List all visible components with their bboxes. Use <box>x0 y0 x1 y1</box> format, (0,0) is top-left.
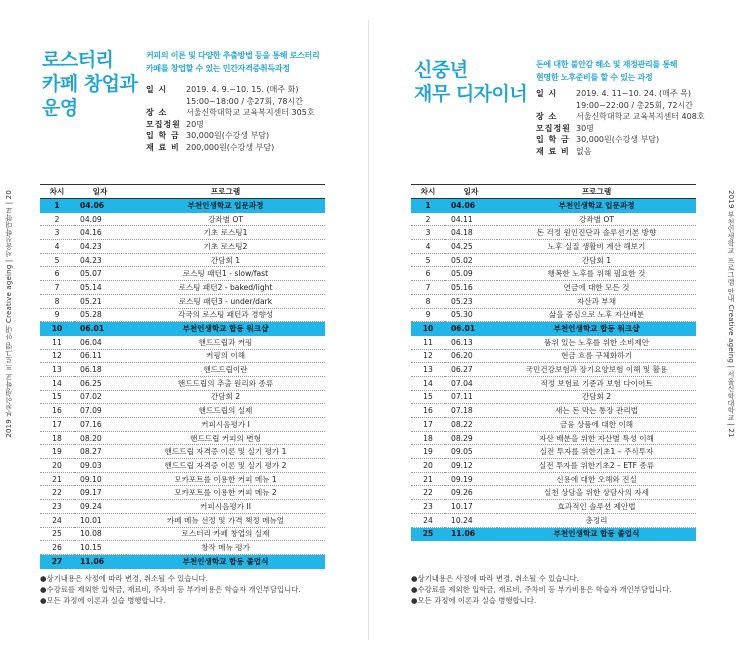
session-program: 자산 배분을 위한 자산별 특성 이해 <box>497 431 696 445</box>
course-info <box>536 88 705 157</box>
note-item: ●수강료를 제외한 입학금, 재료비, 주차비 등 부가비용은 학습자 개인부담입니다. <box>40 585 301 594</box>
info-value: 30,000원(수강생 부담) <box>576 135 660 144</box>
schedule-row <box>411 431 696 445</box>
schedule-row <box>411 363 696 377</box>
session-program: 간담회 2 <box>126 390 325 404</box>
session-number: 11 <box>40 335 74 349</box>
session-program: 커피시음평가 I <box>126 418 325 432</box>
session-program: 부천인생학교 합동 워크샵 <box>497 322 696 336</box>
header-date: 일자 <box>74 185 126 199</box>
session-program: 로스팅 패턴1 - slow/fast <box>126 267 325 281</box>
session-program: 금융 상품에 대한 이해 <box>497 418 696 432</box>
session-date: 04.06 <box>445 199 497 213</box>
session-program: 핸드드립 커피의 변형 <box>126 431 325 445</box>
session-number: 3 <box>411 226 445 240</box>
schedule-row <box>40 486 325 500</box>
note-item: ●상기내용은 사정에 따라 변경, 취소될 수 있습니다. <box>40 574 209 583</box>
session-program: 실전 투자를 위한기초2 – ETF 종류 <box>497 459 696 473</box>
session-program: 모카포트를 이용한 커피 메뉴 2 <box>126 486 325 500</box>
session-number: 14 <box>40 376 74 390</box>
session-program: 자산과 부채 <box>497 294 696 308</box>
schedule-row <box>411 418 696 432</box>
session-number: 9 <box>411 308 445 322</box>
session-date: 09.05 <box>445 445 497 459</box>
info-value: 30,000원(수강생 부담) <box>186 131 270 140</box>
session-number: 5 <box>411 253 445 267</box>
session-program: 실천 상담을 위한 상담사의 자세 <box>497 486 696 500</box>
session-date: 09.12 <box>445 459 497 473</box>
schedule-row <box>411 226 696 240</box>
info-row <box>536 134 705 146</box>
session-program: 간담회 2 <box>497 390 696 404</box>
info-label: 장 소 <box>536 112 558 121</box>
session-program: 핸드드립의 실제 <box>126 404 325 418</box>
session-number: 21 <box>411 472 445 486</box>
session-date: 04.18 <box>445 226 497 240</box>
session-date: 04.25 <box>445 240 497 254</box>
notes <box>40 573 301 606</box>
header-session: 차시 <box>411 185 445 199</box>
session-number: 27 <box>40 554 74 568</box>
session-date: 10.15 <box>74 541 126 555</box>
session-program: 돈 걱정 원인진단과 솔루션기본 방향 <box>497 226 696 240</box>
session-program: 현금 흐름 구체화하기 <box>497 349 696 363</box>
info-label: 모집정원 <box>536 123 571 133</box>
session-program: 강좌별 OT <box>126 212 325 226</box>
session-program: 행복한 노후를 위해 필요한 것 <box>497 267 696 281</box>
session-date: 07.16 <box>74 418 126 432</box>
schedule-row <box>411 390 696 404</box>
schedule-row <box>40 527 325 541</box>
session-program: 총정리 <box>497 513 696 527</box>
course-title: 로스터리 카페 창업과 운영 <box>42 49 138 119</box>
schedule-row <box>411 500 696 514</box>
course-tagline: 커피의 이론 및 다양한 추출방법 등을 통해 로스터리 카페를 창업할 수 있는 민간자격증취득과정 <box>146 51 320 73</box>
session-number: 9 <box>40 308 74 322</box>
session-number: 17 <box>40 418 74 432</box>
schedule-row-highlight <box>40 322 325 336</box>
info-value: 2019. 4. 9.~10. 15. (매주 화) 15:00~18:00 / 총27회, 78시간 <box>186 85 303 106</box>
session-date: 06.25 <box>74 376 126 390</box>
schedule-row <box>411 472 696 486</box>
session-program: 적정 보험료 기준과 보험 다이어트 <box>497 376 696 390</box>
session-number: 16 <box>40 404 74 418</box>
schedule-row <box>40 472 325 486</box>
info-label: 일 시 <box>536 89 558 98</box>
schedule-row <box>40 500 325 514</box>
schedule-row <box>411 486 696 500</box>
schedule-row <box>411 445 696 459</box>
session-number: 13 <box>411 363 445 377</box>
schedule-table <box>40 184 325 569</box>
course-info <box>146 84 315 153</box>
session-number: 22 <box>411 486 445 500</box>
session-number: 1 <box>411 199 445 213</box>
session-program: 핸드드립이란 <box>126 363 325 377</box>
session-number: 12 <box>40 349 74 363</box>
session-date: 07.18 <box>445 404 497 418</box>
schedule-row <box>40 294 325 308</box>
note-item: ●상기내용은 사정에 따라 변경, 취소될 수 있습니다. <box>411 574 580 583</box>
schedule-row <box>40 226 325 240</box>
session-number: 2 <box>411 212 445 226</box>
session-date: 10.01 <box>74 513 126 527</box>
info-value: 30명 <box>576 123 594 133</box>
info-row <box>536 123 705 135</box>
schedule-row <box>411 267 696 281</box>
session-date: 05.30 <box>445 308 497 322</box>
session-program: 핸드드립과 커핑 <box>126 335 325 349</box>
session-date: 05.07 <box>74 267 126 281</box>
schedule-row <box>411 240 696 254</box>
info-row <box>536 146 705 158</box>
info-value: 서울신학대학교 교육복지센터 305호 <box>186 108 315 117</box>
session-date: 05.09 <box>445 267 497 281</box>
session-date: 09.24 <box>74 500 126 514</box>
session-program: 부천인생학교 합동 졸업식 <box>497 527 696 541</box>
session-date: 06.01 <box>74 322 126 336</box>
schedule-header-row <box>411 185 696 199</box>
session-program: 간담회 1 <box>497 253 696 267</box>
session-program: 신용에 대한 오해와 진실 <box>497 472 696 486</box>
session-date: 09.10 <box>74 472 126 486</box>
info-value: 서울신학대학교 교육복지센터 408호 <box>576 112 705 121</box>
schedule-row-highlight <box>411 199 696 213</box>
session-program: 기초 로스팅1 <box>126 226 325 240</box>
schedule-row <box>40 418 325 432</box>
session-date: 09.17 <box>74 486 126 500</box>
schedule-row <box>40 445 325 459</box>
schedule-header-row <box>40 185 325 199</box>
right-page <box>369 0 738 652</box>
schedule-row-highlight <box>40 199 325 213</box>
schedule-row <box>411 349 696 363</box>
session-program: 새는 돈 막는 통장 관리법 <box>497 404 696 418</box>
session-number: 10 <box>40 322 74 336</box>
schedule-row <box>40 212 325 226</box>
session-date: 05.28 <box>74 308 126 322</box>
schedule-row <box>411 376 696 390</box>
header-session: 차시 <box>40 185 74 199</box>
info-row <box>536 88 705 111</box>
session-date: 07.04 <box>445 376 497 390</box>
note-item: ●모든 과정에 이론과 실습 병행합니다. <box>411 596 537 605</box>
session-number: 10 <box>411 322 445 336</box>
header-date: 일자 <box>445 185 497 199</box>
schedule-row <box>411 253 696 267</box>
session-program: 부천인생학교 입문과정 <box>497 199 696 213</box>
session-date: 08.29 <box>445 431 497 445</box>
schedule-row <box>40 349 325 363</box>
session-date: 05.14 <box>74 281 126 295</box>
session-number: 15 <box>40 390 74 404</box>
session-program: 부천인생학교 입문과정 <box>126 199 325 213</box>
schedule-row <box>40 513 325 527</box>
session-number: 19 <box>411 445 445 459</box>
info-row <box>146 130 315 142</box>
session-number: 22 <box>40 486 74 500</box>
info-label: 재 료 비 <box>146 142 180 152</box>
schedule-row <box>40 390 325 404</box>
session-number: 18 <box>411 431 445 445</box>
info-label: 일 시 <box>146 85 168 94</box>
schedule-row <box>40 363 325 377</box>
session-date: 04.06 <box>74 199 126 213</box>
session-program: 커핑의 이해 <box>126 349 325 363</box>
info-label: 재 료 비 <box>536 146 570 156</box>
session-number: 24 <box>411 513 445 527</box>
schedule-row-highlight <box>411 322 696 336</box>
schedule-row <box>40 240 325 254</box>
session-date: 07.09 <box>74 404 126 418</box>
side-running-text: 2019 부천인생학교 프로그램 안내 Creative ageing | 서울신학대학교 | 20 <box>5 190 13 438</box>
session-program: 강좌별 OT <box>497 212 696 226</box>
session-program: 로스팅 패턴3 - under/dark <box>126 294 325 308</box>
header-program: 프로그램 <box>497 185 696 199</box>
session-number: 7 <box>40 281 74 295</box>
session-program: 핸드드립 자격증 이론 및 실기 평가 1 <box>126 445 325 459</box>
session-number: 13 <box>40 363 74 377</box>
session-date: 06.27 <box>445 363 497 377</box>
session-number: 6 <box>411 267 445 281</box>
info-row <box>146 84 315 107</box>
session-number: 16 <box>411 404 445 418</box>
note-item: ●수강료를 제외한 입학금, 재료비, 주차비 등 부가비용은 학습자 개인부담입니다. <box>411 585 672 594</box>
schedule-row <box>40 404 325 418</box>
session-date: 05.02 <box>445 253 497 267</box>
schedule-row <box>411 404 696 418</box>
session-date: 06.11 <box>74 349 126 363</box>
info-label: 입 학 금 <box>536 135 570 144</box>
info-value: 200,000원(수강생 부담) <box>186 142 275 152</box>
session-number: 23 <box>40 500 74 514</box>
info-label: 장 소 <box>146 108 168 117</box>
session-number: 6 <box>40 267 74 281</box>
schedule-row <box>411 212 696 226</box>
session-number: 12 <box>411 349 445 363</box>
session-program: 국민건강보험과 장기요양보험 이해 및 활용 <box>497 363 696 377</box>
session-program: 로스팅 패턴2 - baked/light <box>126 281 325 295</box>
info-row <box>146 142 315 154</box>
session-program: 커피시음평가 II <box>126 500 325 514</box>
session-date: 10.17 <box>445 500 497 514</box>
session-program: 창작 메뉴 평가 <box>126 541 325 555</box>
session-date: 09.19 <box>445 472 497 486</box>
session-date: 04.23 <box>74 240 126 254</box>
schedule-row <box>40 376 325 390</box>
session-program: 연금에 대한 모든 것 <box>497 281 696 295</box>
schedule-row <box>40 281 325 295</box>
session-date: 04.23 <box>74 253 126 267</box>
session-date: 11.06 <box>74 554 126 568</box>
session-number: 20 <box>40 459 74 473</box>
schedule-row <box>40 267 325 281</box>
session-number: 15 <box>411 390 445 404</box>
course-tagline: 돈에 대한 불안감 해소 및 재정관리를 통해 현명한 노후준비를 할 수 있는 과정 <box>536 60 678 82</box>
info-label: 모집정원 <box>146 119 181 129</box>
info-value: 2019. 4. 11~10. 24. (매주 목) 19:00~22:00 / 총25회, 72시간 <box>576 89 693 110</box>
info-row <box>536 111 705 123</box>
session-date: 05.16 <box>445 281 497 295</box>
session-program: 모카포트를 이용한 커피 메뉴 1 <box>126 472 325 486</box>
session-program: 노후 실질 생활비 계산 해보기 <box>497 240 696 254</box>
header-program: 프로그램 <box>126 185 325 199</box>
session-number: 17 <box>411 418 445 432</box>
session-date: 06.04 <box>74 335 126 349</box>
side-running-text: 2019 부천인생학교 프로그램 안내 Creative ageing | 서울신학대학교 | 21 <box>727 190 735 438</box>
notes <box>411 573 672 606</box>
session-date: 04.09 <box>74 212 126 226</box>
session-date: 11.06 <box>445 527 497 541</box>
session-number: 23 <box>411 500 445 514</box>
session-date: 10.24 <box>445 513 497 527</box>
session-program: 카페 메뉴 선정 및 가격 책정 메뉴얼 <box>126 513 325 527</box>
session-date: 08.20 <box>74 431 126 445</box>
session-date: 06.13 <box>445 335 497 349</box>
session-number: 18 <box>40 431 74 445</box>
schedule-row <box>411 294 696 308</box>
session-number: 11 <box>411 335 445 349</box>
session-number: 14 <box>411 376 445 390</box>
schedule-row <box>411 459 696 473</box>
session-number: 8 <box>40 294 74 308</box>
session-date: 08.22 <box>445 418 497 432</box>
session-date: 09.03 <box>74 459 126 473</box>
session-program: 기초 로스팅2 <box>126 240 325 254</box>
session-program: 효과적인 솔루션 제안법 <box>497 500 696 514</box>
session-date: 08.27 <box>74 445 126 459</box>
info-row <box>146 107 315 119</box>
session-date: 05.21 <box>74 294 126 308</box>
session-date: 10.08 <box>74 527 126 541</box>
session-program: 삶을 중심으로 노후 자산배분 <box>497 308 696 322</box>
session-program: 품위 있는 노후를 위한 소비제안 <box>497 335 696 349</box>
schedule-table <box>411 184 696 541</box>
session-date: 07.02 <box>74 390 126 404</box>
schedule-row <box>40 431 325 445</box>
session-number: 5 <box>40 253 74 267</box>
schedule-row <box>411 308 696 322</box>
info-row <box>146 119 315 131</box>
schedule-row <box>40 541 325 555</box>
info-value: 없음 <box>576 146 592 156</box>
session-program: 각국의 로스팅 패턴과 경향성 <box>126 308 325 322</box>
session-date: 09.26 <box>445 486 497 500</box>
schedule-row <box>40 253 325 267</box>
session-number: 26 <box>40 541 74 555</box>
session-program: 실전 투자를 위한기초1 – 주식투자 <box>497 445 696 459</box>
info-value: 20명 <box>186 119 204 129</box>
session-program: 핸드드립 자격증 이론 및 실기 평가 2 <box>126 459 325 473</box>
session-date: 06.20 <box>445 349 497 363</box>
session-date: 04.11 <box>445 212 497 226</box>
session-number: 4 <box>40 240 74 254</box>
session-number: 21 <box>40 472 74 486</box>
session-number: 19 <box>40 445 74 459</box>
session-date: 06.01 <box>445 322 497 336</box>
schedule-row <box>40 308 325 322</box>
schedule-row <box>40 459 325 473</box>
session-number: 3 <box>40 226 74 240</box>
session-program: 부천인생학교 합동 졸업식 <box>126 554 325 568</box>
schedule-row-highlight <box>40 554 325 568</box>
session-number: 25 <box>411 527 445 541</box>
session-program: 부천인생학교 합동 워크샵 <box>126 322 325 336</box>
session-number: 8 <box>411 294 445 308</box>
session-number: 7 <box>411 281 445 295</box>
session-date: 04.16 <box>74 226 126 240</box>
session-date: 05.23 <box>445 294 497 308</box>
session-number: 25 <box>40 527 74 541</box>
session-program: 간담회 1 <box>126 253 325 267</box>
schedule-row <box>411 335 696 349</box>
schedule-row-highlight <box>411 527 696 541</box>
session-number: 20 <box>411 459 445 473</box>
info-label: 입 학 금 <box>146 131 180 140</box>
session-date: 06.18 <box>74 363 126 377</box>
schedule-row <box>40 335 325 349</box>
schedule-row <box>411 281 696 295</box>
session-program: 핸드드립의 추출 원리와 종류 <box>126 376 325 390</box>
session-number: 4 <box>411 240 445 254</box>
session-number: 24 <box>40 513 74 527</box>
course-title: 신중년 재무 디자이너 <box>414 59 528 105</box>
note-item: ●모든 과정에 이론과 실습 병행합니다. <box>40 596 166 605</box>
session-number: 1 <box>40 199 74 213</box>
session-date: 07.11 <box>445 390 497 404</box>
schedule-row <box>411 513 696 527</box>
session-number: 2 <box>40 212 74 226</box>
session-program: 로스터리 카페 창업의 실제 <box>126 527 325 541</box>
